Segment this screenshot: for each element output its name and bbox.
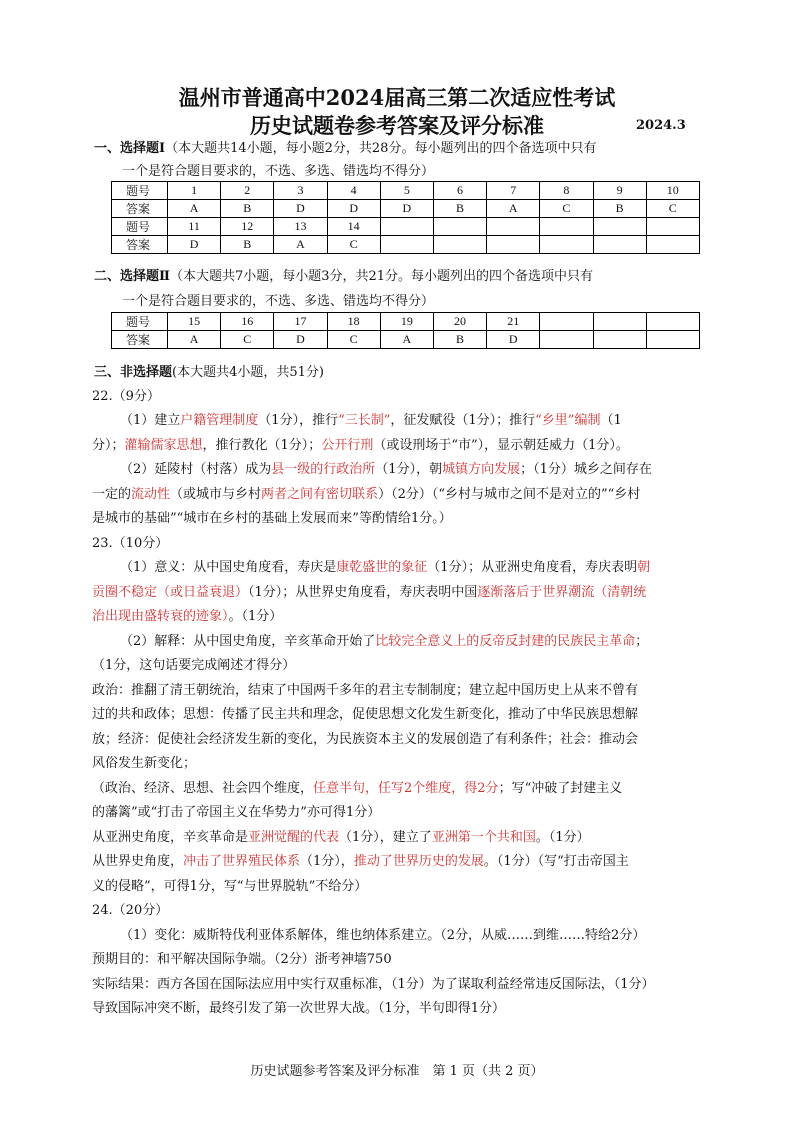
highlighted-text: 推动了世界历史的发展 [353,854,484,869]
exam-date: 2024.3 [636,118,686,133]
highlighted-text: 康乾盛世的象征 [336,560,428,575]
q22-line [92,437,629,455]
q23-line [92,780,622,798]
text-run: ）（2分）（“乡村与城市之间不是对立的”“乡村 [378,487,641,502]
text-run: 。（1分）（写“打击帝国主 [483,854,629,869]
text-run: 义的侵略”，可得1分，写“与世界脱轨”不给分） [92,879,368,894]
q23-line [92,608,282,626]
q24-line [92,1000,505,1018]
highlighted-text: 亚洲觉醒的代表 [248,830,340,845]
text-run: （1分，这句话要完成阐述才得分） [92,658,296,673]
q23-line [92,584,646,602]
text-run: 。（1分） [228,609,283,624]
q24-number: 24.（20分） [92,903,169,918]
highlighted-text: 城镇方向发展 [442,462,521,477]
highlighted-text: 任意半句，任写2个维度，得2分 [313,781,499,796]
q22-line [92,510,452,528]
highlighted-text: 逐渐落后于世界潮流（清朝统 [477,585,647,600]
text-run: （1分）；从亚洲史角度看，寿庆表明 [427,560,638,575]
q23-line [92,706,638,724]
section2-heading: 二、选择题Ⅱ（本大题共7小题，每小题3分，共21分。每小题列出的四个备选项中只有 [94,269,594,284]
text-run: ； [635,634,649,649]
text-run: 预期目的：和平解决国际争端。（2分）浙考神墙750 [92,952,392,967]
q23-line [92,682,638,700]
text-run: 放；经济：促使社会经济发生新的变化，为民族资本主义的发展创造了有利条件；社会：推动会 [92,732,639,747]
text-run: （政治、经济、思想、社会四个维度， [92,781,314,796]
q24-line [120,927,645,945]
text-run: （2）解释：从中国史角度，辛亥革命开始了 [120,634,376,649]
text-run: （或设刑场于“市”），显示朝廷威力（1分）。 [373,438,629,453]
highlighted-text: 户籍管理制度 [180,413,259,428]
highlighted-text: 公开行刑 [321,438,374,453]
text-run: （1分）， [300,854,354,869]
section1-desc: 一个是符合题目要求的，不选、多选、错选均不得分） [122,164,435,179]
highlighted-text: “乡里”编制 [535,413,601,428]
section3-heading: 三、非选择题(本大题共4小题，共51分) [94,365,324,380]
q23-line [120,633,648,651]
text-run: 一定的 [92,487,132,502]
highlighted-text: 灌输儒家思想 [124,438,203,453]
q23-line [92,878,367,896]
q23-line [92,731,638,749]
text-run: （1）意义：从中国史角度看，寿庆是 [120,560,337,575]
q24-line [92,976,655,994]
text-run: 导致国际冲突不断，最终引发了第一次世界大战。（1分，半句即得1分） [92,1001,506,1016]
highlighted-text: 治出现由盛转衰的迹象） [92,609,229,624]
text-run: 从亚洲史角度，辛亥革命是 [92,830,249,845]
section1-answer-table [111,181,700,254]
highlighted-text: “三长制” [338,413,391,428]
text-run: 过的共和政体；思想：传播了民主共和理念，促使思想文化发生新变化，推动了中华民族思想解 [92,707,639,722]
text-run: 从世界史角度， [92,854,184,869]
text-run: （1分），朝 [375,462,443,477]
title-line-1: 温州市普通高中2024届高三第二次适应性考试 [178,85,616,110]
highlighted-text: 比较完全意义上的反帝反封建的民族民主革命 [375,634,636,649]
q23-number: 23.（10分） [92,536,169,551]
highlighted-text: 冲击了世界殖民体系 [183,854,301,869]
table-row: 题号 15 16 17 18 19 20 21 [112,313,700,331]
text-run: ；写“冲破了封建主义 [498,781,623,796]
highlighted-text: 亚洲第一个共和国 [431,830,536,845]
q23-line [92,755,196,773]
table-row: 答案 D B A C [112,236,700,254]
section1-heading: 一、选择题Ⅰ（本大题共14小题，每小题2分，共28分。每小题列出的四个备选项中只有 [94,141,597,156]
section2-answer-table [111,312,700,349]
q22-line [120,461,652,479]
text-run: 的藩篱”或“打击了帝国主义在华势力”亦可得1分） [92,805,381,820]
highlighted-text: 两者之间有密切联系 [261,487,379,502]
text-run: （1）建立 [120,413,181,428]
q23-line [92,829,590,847]
text-run: （1 [600,413,622,428]
table-row: 题号 11 12 13 14 [112,218,700,236]
q22-line [92,486,640,504]
q23-line [120,559,650,577]
table-row: 答案 A B D D D B A C B C [112,200,700,218]
text-run: 是城市的基础”“城市在乡村的基础上发展而来”等酌情给1分。） [92,511,452,526]
q24-line [92,951,392,969]
q23-line [92,804,380,822]
text-run: 政治：推翻了清王朝统治，结束了中国两千多年的君主专制制度；建立起中国历史上从来不曾有 [92,683,639,698]
q23-line [92,657,295,675]
text-run: （1分）；从世界史角度看，寿庆表明中国 [248,585,478,600]
text-run: （1）变化：威斯特伐利亚体系解体，维也纳体系建立。（2分，从威……到维……特给2分） [120,928,646,943]
highlighted-text: 朝 [637,560,651,575]
title-line-2: 历史试题卷参考答案及评分标准 [250,113,544,138]
page-footer: 历史试题参考答案及评分标准 第 1 页（共 2 页） [250,1064,544,1079]
text-run: 风俗发生新变化； [92,756,197,771]
highlighted-text: 流动性 [131,487,171,502]
q23-line [92,853,629,871]
highlighted-text: 贡圈不稳定（或日益衰退） [92,585,249,600]
text-run: （1分），推行 [258,413,339,428]
text-run: （2）延陵村（村落）成为 [120,462,272,477]
text-run: （或城市与乡村 [170,487,262,502]
q22-line [120,412,622,430]
text-run: 实际结果：西方各国在国际法应用中实行双重标准，（1分）为了谋取利益经常违反国际法，（1分） [92,977,655,992]
table-row: 题号 1 2 3 4 5 6 7 8 9 10 [112,182,700,200]
text-run: 。（1分） [535,830,590,845]
q22-number: 22.（9分） [92,389,160,404]
table-row: 答案 A C D C A B D [112,331,700,349]
section2-desc: 一个是符合题目要求的，不选、多选、错选均不得分） [122,294,435,309]
highlighted-text: 县一级的行政治所 [271,462,376,477]
text-run: ，征发赋役（1分）；推行 [390,413,536,428]
text-run: 分）； [92,438,125,453]
text-run: ；（1分）城乡之间存在 [520,462,652,477]
text-run: （1分），建立了 [339,830,432,845]
text-run: ，推行教化（1分）； [202,438,322,453]
